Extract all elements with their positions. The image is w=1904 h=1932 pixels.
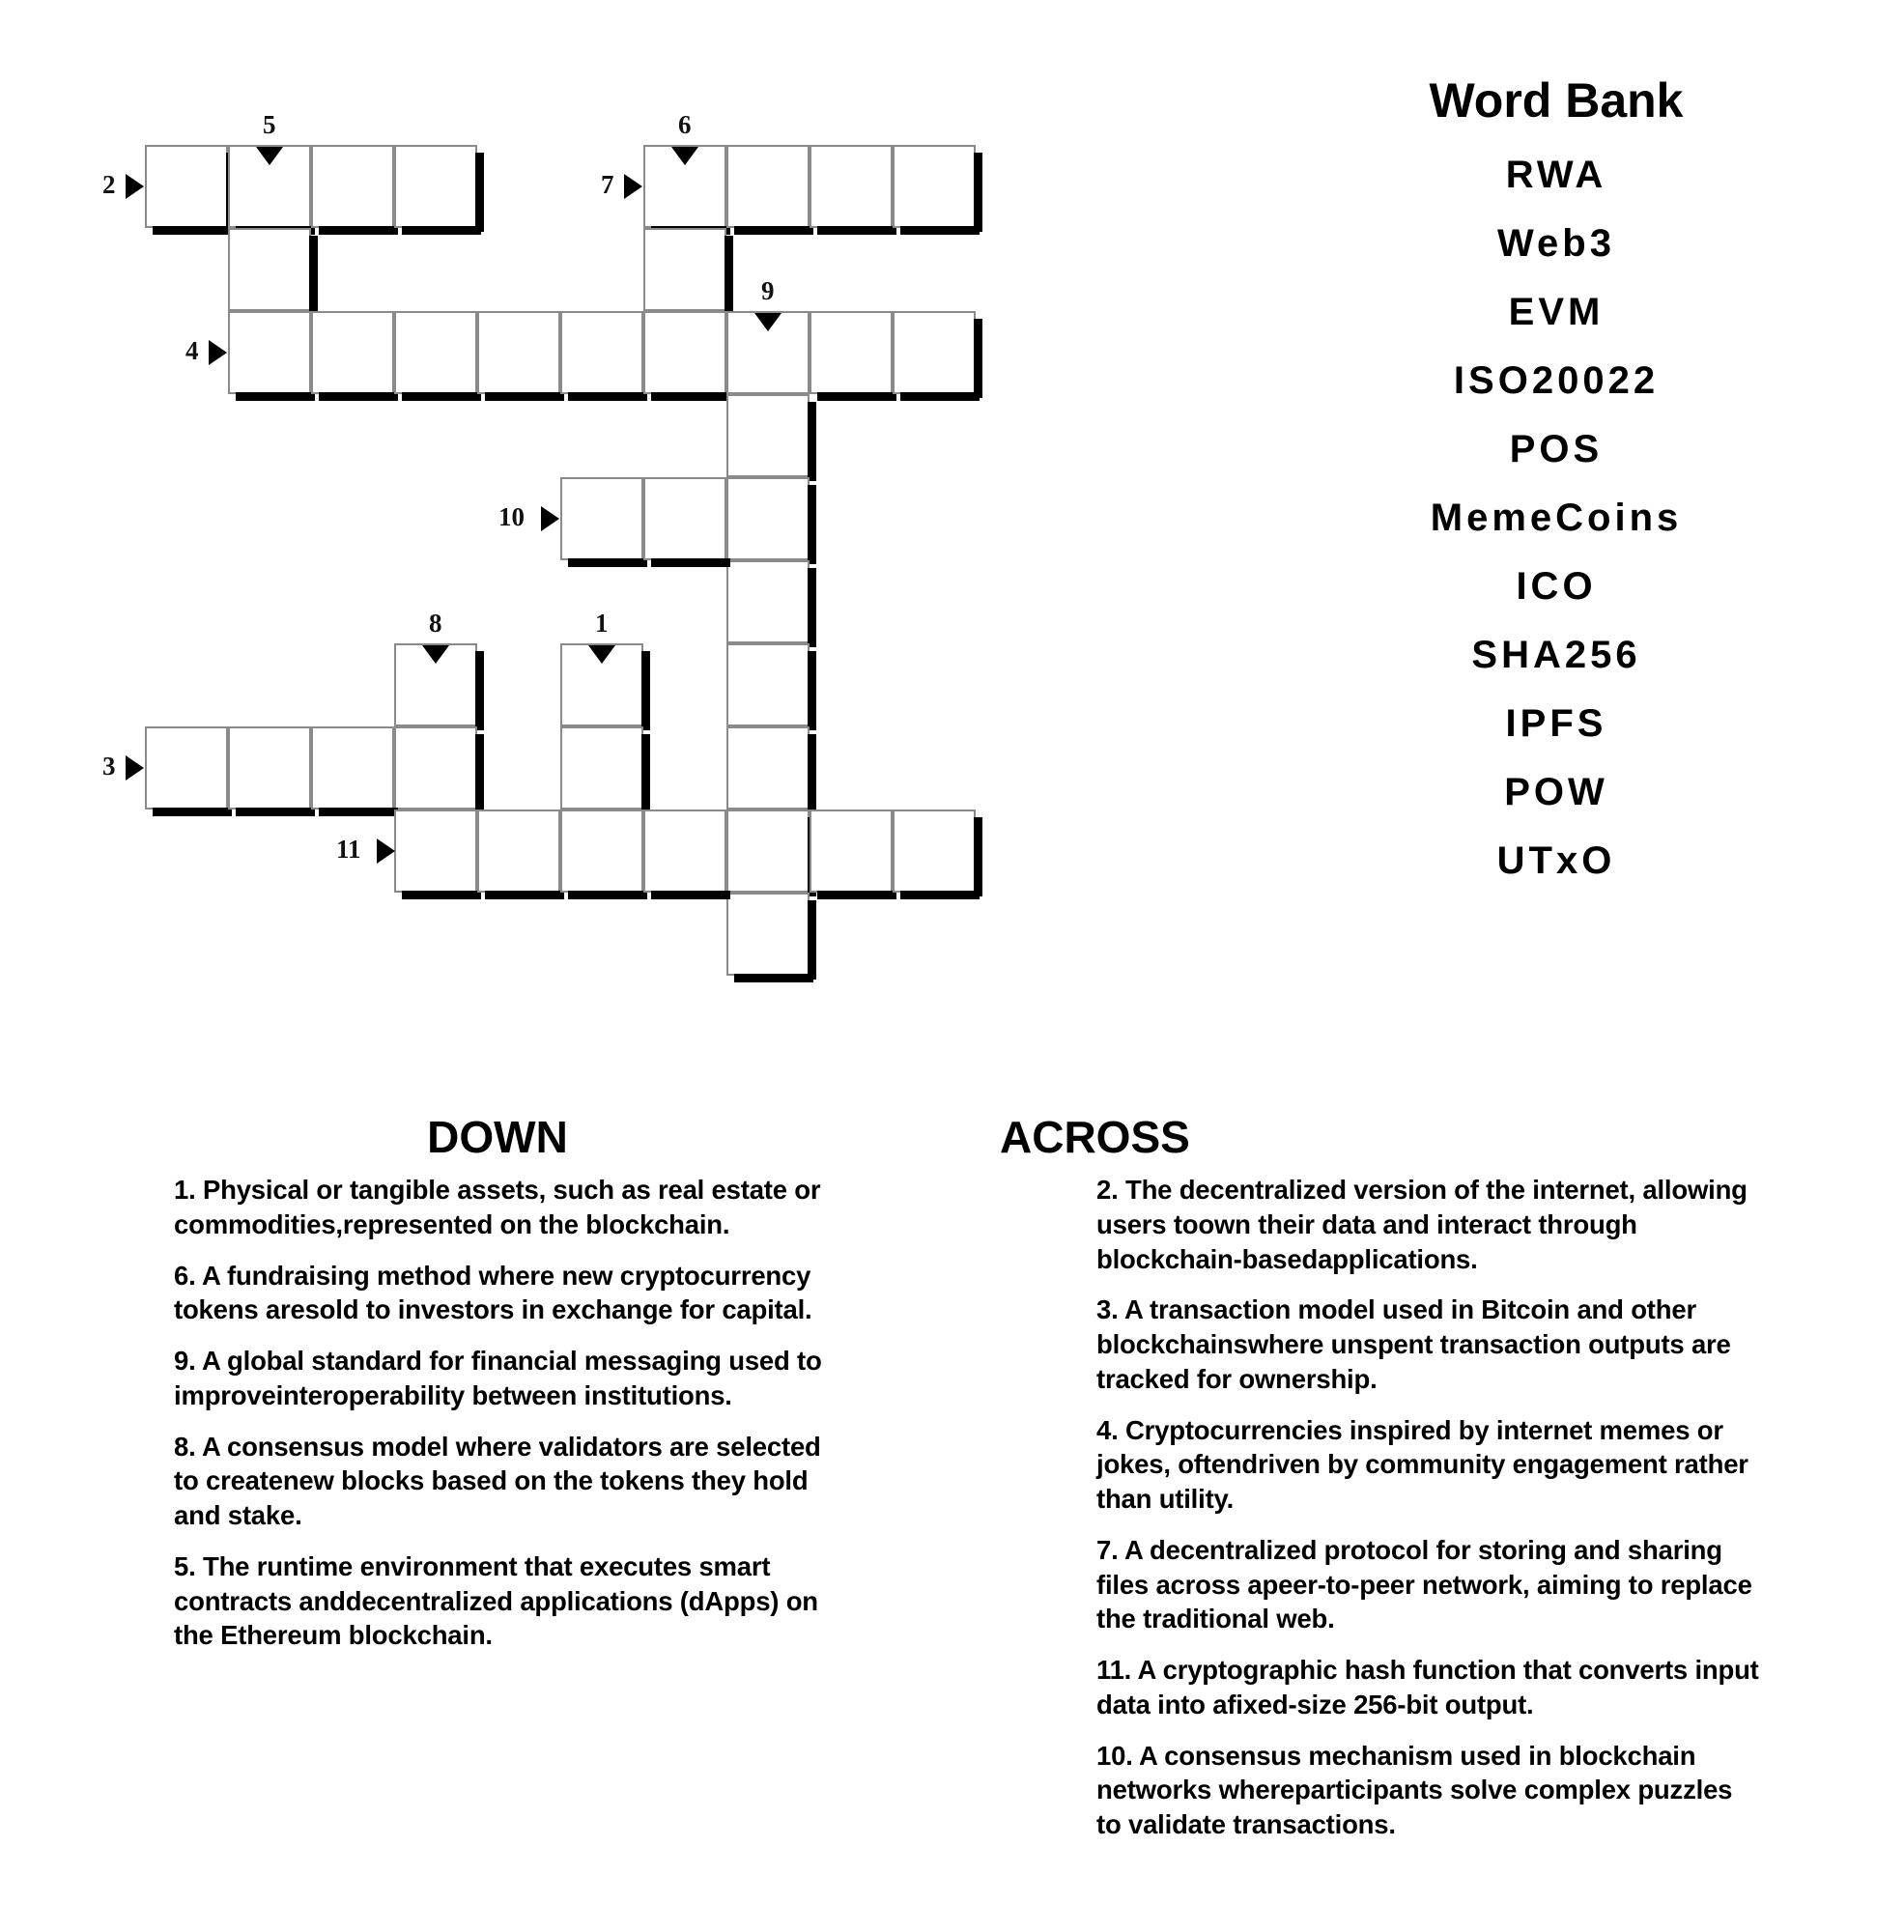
down-clues-section	[174, 1111, 840, 1669]
down-clue-5: 5. The runtime environment that executes smart contracts anddecentralized applications (dApps) on the Ethereum blockchain.	[174, 1550, 818, 1651]
cell-r7c0[interactable]	[145, 726, 228, 810]
cell-r8c4[interactable]	[477, 810, 560, 893]
clue-number-9: 9	[761, 276, 775, 305]
cell-r0c3[interactable]	[394, 145, 477, 228]
across-clue-11: 11. A cryptographic hash function that converts input data into afixed-size 256-bit output.	[1096, 1655, 1759, 1719]
arrow-right-10	[541, 506, 559, 531]
arrow-right-2	[126, 174, 144, 199]
across-clue-4: 4. Cryptocurrencies inspired by internet memes or jokes, oftendriven by community engagement rather than utility.	[1096, 1414, 1748, 1514]
arrow-right-4	[209, 340, 227, 365]
down-clue-6: 6. A fundraising method where new cryptocurrency tokens aresold to investors in exchange for capital.	[174, 1260, 812, 1325]
cell-r0c9[interactable]	[893, 145, 976, 228]
cell-r2c3[interactable]	[394, 311, 477, 394]
cell-r7c5[interactable]	[560, 726, 643, 810]
word-bank-item: SHA256	[1471, 634, 1641, 676]
clue-number-3: 3	[102, 752, 116, 781]
arrow-down-1	[588, 645, 615, 664]
cell-r7c1[interactable]	[228, 726, 311, 810]
arrow-right-7	[624, 174, 642, 199]
cell-r0c0[interactable]	[145, 145, 228, 228]
word-bank-item: POS	[1509, 428, 1604, 470]
arrow-down-8	[422, 645, 449, 664]
clue-number-10: 10	[498, 502, 525, 531]
cell-r7c2[interactable]	[311, 726, 394, 810]
across-clue-2: 2. The decentralized version of the internet, allowing users toown their data and interact through blockchain-basedapplications.	[1096, 1175, 1748, 1274]
word-bank-item: POW	[1504, 771, 1608, 813]
clue-number-7: 7	[601, 170, 614, 199]
down-clue-9: 9. A global standard for financial messaging used to improveinteroperability between institutions.	[174, 1346, 822, 1410]
word-bank-item: ISO20022	[1453, 359, 1660, 402]
cell-r8c3[interactable]	[394, 810, 477, 893]
cell-r2c8[interactable]	[810, 311, 893, 394]
crossword-grid	[102, 110, 1043, 1188]
word-bank-title: Word Bank	[1429, 73, 1684, 128]
cell-r1c6[interactable]	[643, 228, 726, 311]
down-heading: DOWN	[427, 1112, 568, 1162]
arrow-right-3	[126, 755, 144, 781]
word-bank-item: MemeCoins	[1430, 497, 1683, 539]
clue-number-4: 4	[185, 336, 199, 365]
cell-r2c2[interactable]	[311, 311, 394, 394]
arrow-down-6	[671, 147, 698, 165]
down-clue-1: 1. Physical or tangible assets, such as real estate or commodities,represented on the blockchain.	[174, 1175, 821, 1239]
cell-r9c7[interactable]	[726, 893, 810, 976]
word-bank-item: EVM	[1508, 291, 1605, 333]
cell-r2c4[interactable]	[477, 311, 560, 394]
word-bank-panel	[1295, 72, 1817, 908]
cell-r4c6[interactable]	[643, 477, 726, 560]
across-heading: ACROSS	[1000, 1112, 1190, 1162]
word-bank-item: ICO	[1516, 565, 1597, 608]
arrow-right-11	[377, 838, 395, 864]
down-clue-8: 8. A consensus model where validators are selected to createnew blocks based on the tokens they hold and stake.	[174, 1431, 821, 1530]
cell-r4c7[interactable]	[726, 477, 810, 560]
cell-r3c7[interactable]	[726, 394, 810, 477]
cell-r7c7[interactable]	[726, 726, 810, 810]
clue-number-2: 2	[102, 170, 116, 199]
across-clue-3: 3. A transaction model used in Bitcoin and other blockchainswhere unspent transaction outputs are tracked for ownership.	[1096, 1294, 1731, 1394]
cell-r7c3[interactable]	[394, 726, 477, 810]
cell-r2c1[interactable]	[228, 311, 311, 394]
word-bank-item: UTxO	[1496, 839, 1616, 882]
clue-number-1: 1	[595, 609, 609, 638]
across-clue-10: 10. A consensus mechanism used in blockchain networks whereparticipants solve complex puzzles to validate transactions.	[1096, 1740, 1733, 1839]
cell-r2c6[interactable]	[643, 311, 726, 394]
cell-r2c9[interactable]	[893, 311, 976, 394]
clue-number-8: 8	[429, 609, 442, 638]
across-clue-7: 7. A decentralized protocol for storing and sharing files across apeer-to-peer network, aiming to replace the traditional web.	[1096, 1534, 1752, 1634]
cell-r8c6[interactable]	[643, 810, 726, 893]
cell-r1c1[interactable]	[228, 228, 311, 311]
word-bank-item: IPFS	[1505, 702, 1607, 745]
cell-r0c7[interactable]	[726, 145, 810, 228]
word-bank-item: Web3	[1497, 222, 1615, 265]
clue-number-6: 6	[678, 110, 692, 139]
across-clues-section	[1000, 1111, 1763, 1859]
arrow-down-5	[256, 147, 283, 165]
cell-r8c8[interactable]	[810, 810, 893, 893]
cell-r5c7[interactable]	[726, 560, 810, 643]
cell-r8c5[interactable]	[560, 810, 643, 893]
cell-r0c2[interactable]	[311, 145, 394, 228]
cell-r2c5[interactable]	[560, 311, 643, 394]
clue-number-11: 11	[336, 835, 361, 864]
cell-r4c5[interactable]	[560, 477, 643, 560]
cell-r8c9[interactable]	[893, 810, 976, 893]
word-bank-item: RWA	[1505, 154, 1607, 196]
cell-r6c7[interactable]	[726, 643, 810, 726]
cell-r0c8[interactable]	[810, 145, 893, 228]
arrow-down-9	[754, 313, 781, 331]
clue-number-5: 5	[263, 110, 276, 139]
cell-r8c7[interactable]	[726, 810, 810, 893]
